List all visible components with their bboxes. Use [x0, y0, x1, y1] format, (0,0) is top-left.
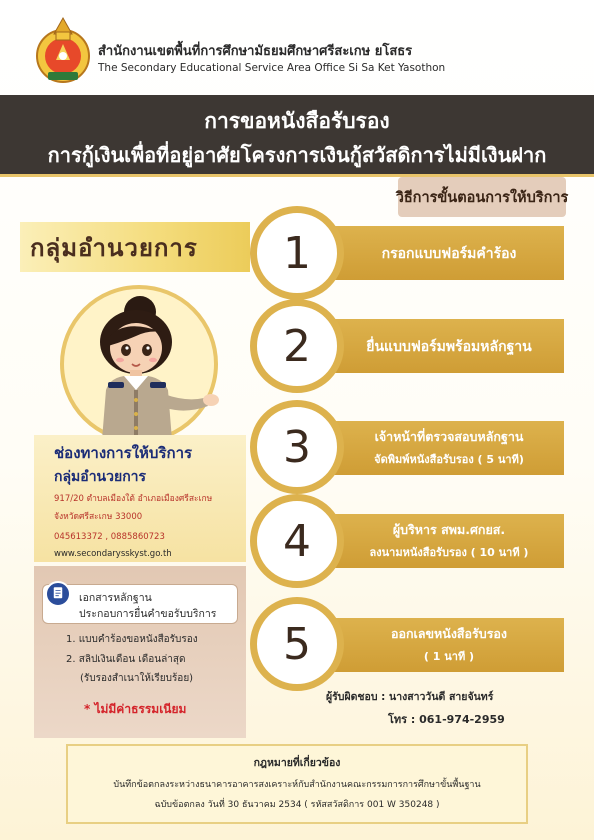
documents-panel [34, 566, 246, 738]
law-line-1: บันทึกข้อตกลงระหว่างธนาคารอาคารสงเคราะห์กับสำนักงานคณะกรรมการการศึกษาขั้นพื้นฐาน [113, 780, 481, 790]
law-reference-box [66, 744, 528, 824]
step-4-bar [312, 514, 564, 568]
documents-title-2: ประกอบการยื่นคำขอรับบริการ [79, 608, 217, 620]
documents-card [42, 584, 238, 624]
step-2-number: 2 [250, 299, 344, 393]
phone-number: โทร : 061-974-2959 [388, 713, 505, 726]
civil-servant-character-icon [64, 290, 224, 440]
document-item: 1. แบบคำร้องขอหนังสือรับรอง [66, 634, 198, 645]
title-banner [0, 95, 594, 177]
step-1-text: กรอกแบบฟอร์มคำร้อง [381, 246, 517, 262]
document-item-note: (รับรองสำเนาให้เรียบร้อย) [80, 673, 194, 684]
step-5-bar [312, 618, 564, 672]
contact-website[interactable]: www.secondarysskyst.go.th [54, 549, 172, 559]
document-icon [45, 581, 71, 607]
step-5-number: 5 [250, 597, 344, 691]
contact-title: ช่องทางการให้บริการ [54, 444, 193, 462]
contact-address-1: 917/20 ตำบลเมืองใต้ อำเภอเมืองศรีสะเกษ [54, 494, 213, 504]
contact-group: กลุ่มอำนวยการ [54, 469, 147, 485]
contact-address-2: จังหวัดศรีสะเกษ 33000 [54, 512, 143, 522]
school-emblem-logo [34, 10, 92, 84]
steps-heading: วิธีการขั้นตอนการให้บริการ [398, 177, 566, 217]
step-4-text-2: ลงนามหนังสือรับรอง ( 10 นาที ) [369, 546, 529, 559]
fee-note: * ไม่มีค่าธรรมเนียม [84, 702, 187, 716]
contact-panel [34, 435, 246, 562]
step-5-text-2: ( 1 นาที ) [423, 650, 475, 663]
step-1-number: 1 [250, 206, 344, 300]
step-3-text-1: เจ้าหน้าที่ตรวจสอบหลักฐาน [374, 429, 524, 444]
step-2-text: ยื่นแบบฟอร์มพร้อมหลักฐาน [366, 339, 532, 355]
step-3-bar [312, 421, 564, 475]
org-name-thai: สำนักงานเขตพื้นที่การศึกษามัธยมศึกษาศรีสะเกษ ยโสธร [98, 44, 413, 59]
step-5-text-1: ออกเลขหนังสือรับรอง [390, 626, 508, 641]
group-banner: กลุ่มอำนวยการ [20, 222, 250, 272]
contact-phones: 045613372 , 0885860723 [54, 532, 165, 542]
step-4-text-1: ผู้บริหาร สพม.ศกยส. [392, 522, 506, 537]
org-name-english: The Secondary Educational Service Area Office Si Sa Ket Yasothon [98, 62, 446, 74]
step-1-bar [312, 226, 564, 280]
step-4-number: 4 [250, 494, 344, 588]
step-3-text-2: จัดพิมพ์หนังสือรับรอง ( 5 นาที) [374, 453, 524, 466]
title-line-2: การกู้เงินเพื่อที่อยู่อาศัยโครงการเงินกู้สวัสดิการไม่มีเงินฝาก [47, 143, 547, 167]
document-item: 2. สลิปเงินเดือน เดือนล่าสุด [66, 654, 186, 665]
law-line-2: ฉบับข้อตกลง วันที่ 30 ธันวาคม 2534 ( รหัสสวัสดิการ 001 W 350248 ) [154, 800, 440, 810]
law-title: กฎหมายที่เกี่ยวข้อง [253, 757, 341, 769]
responsible-person: ผู้รับผิดชอบ : นางสาววันดี สายจันทร์ [326, 691, 494, 703]
step-2-bar [312, 319, 564, 373]
step-3-number: 3 [250, 400, 344, 494]
title-line-1: การขอหนังสือรับรอง [204, 109, 390, 133]
documents-title-1: เอกสารหลักฐาน [79, 592, 152, 604]
